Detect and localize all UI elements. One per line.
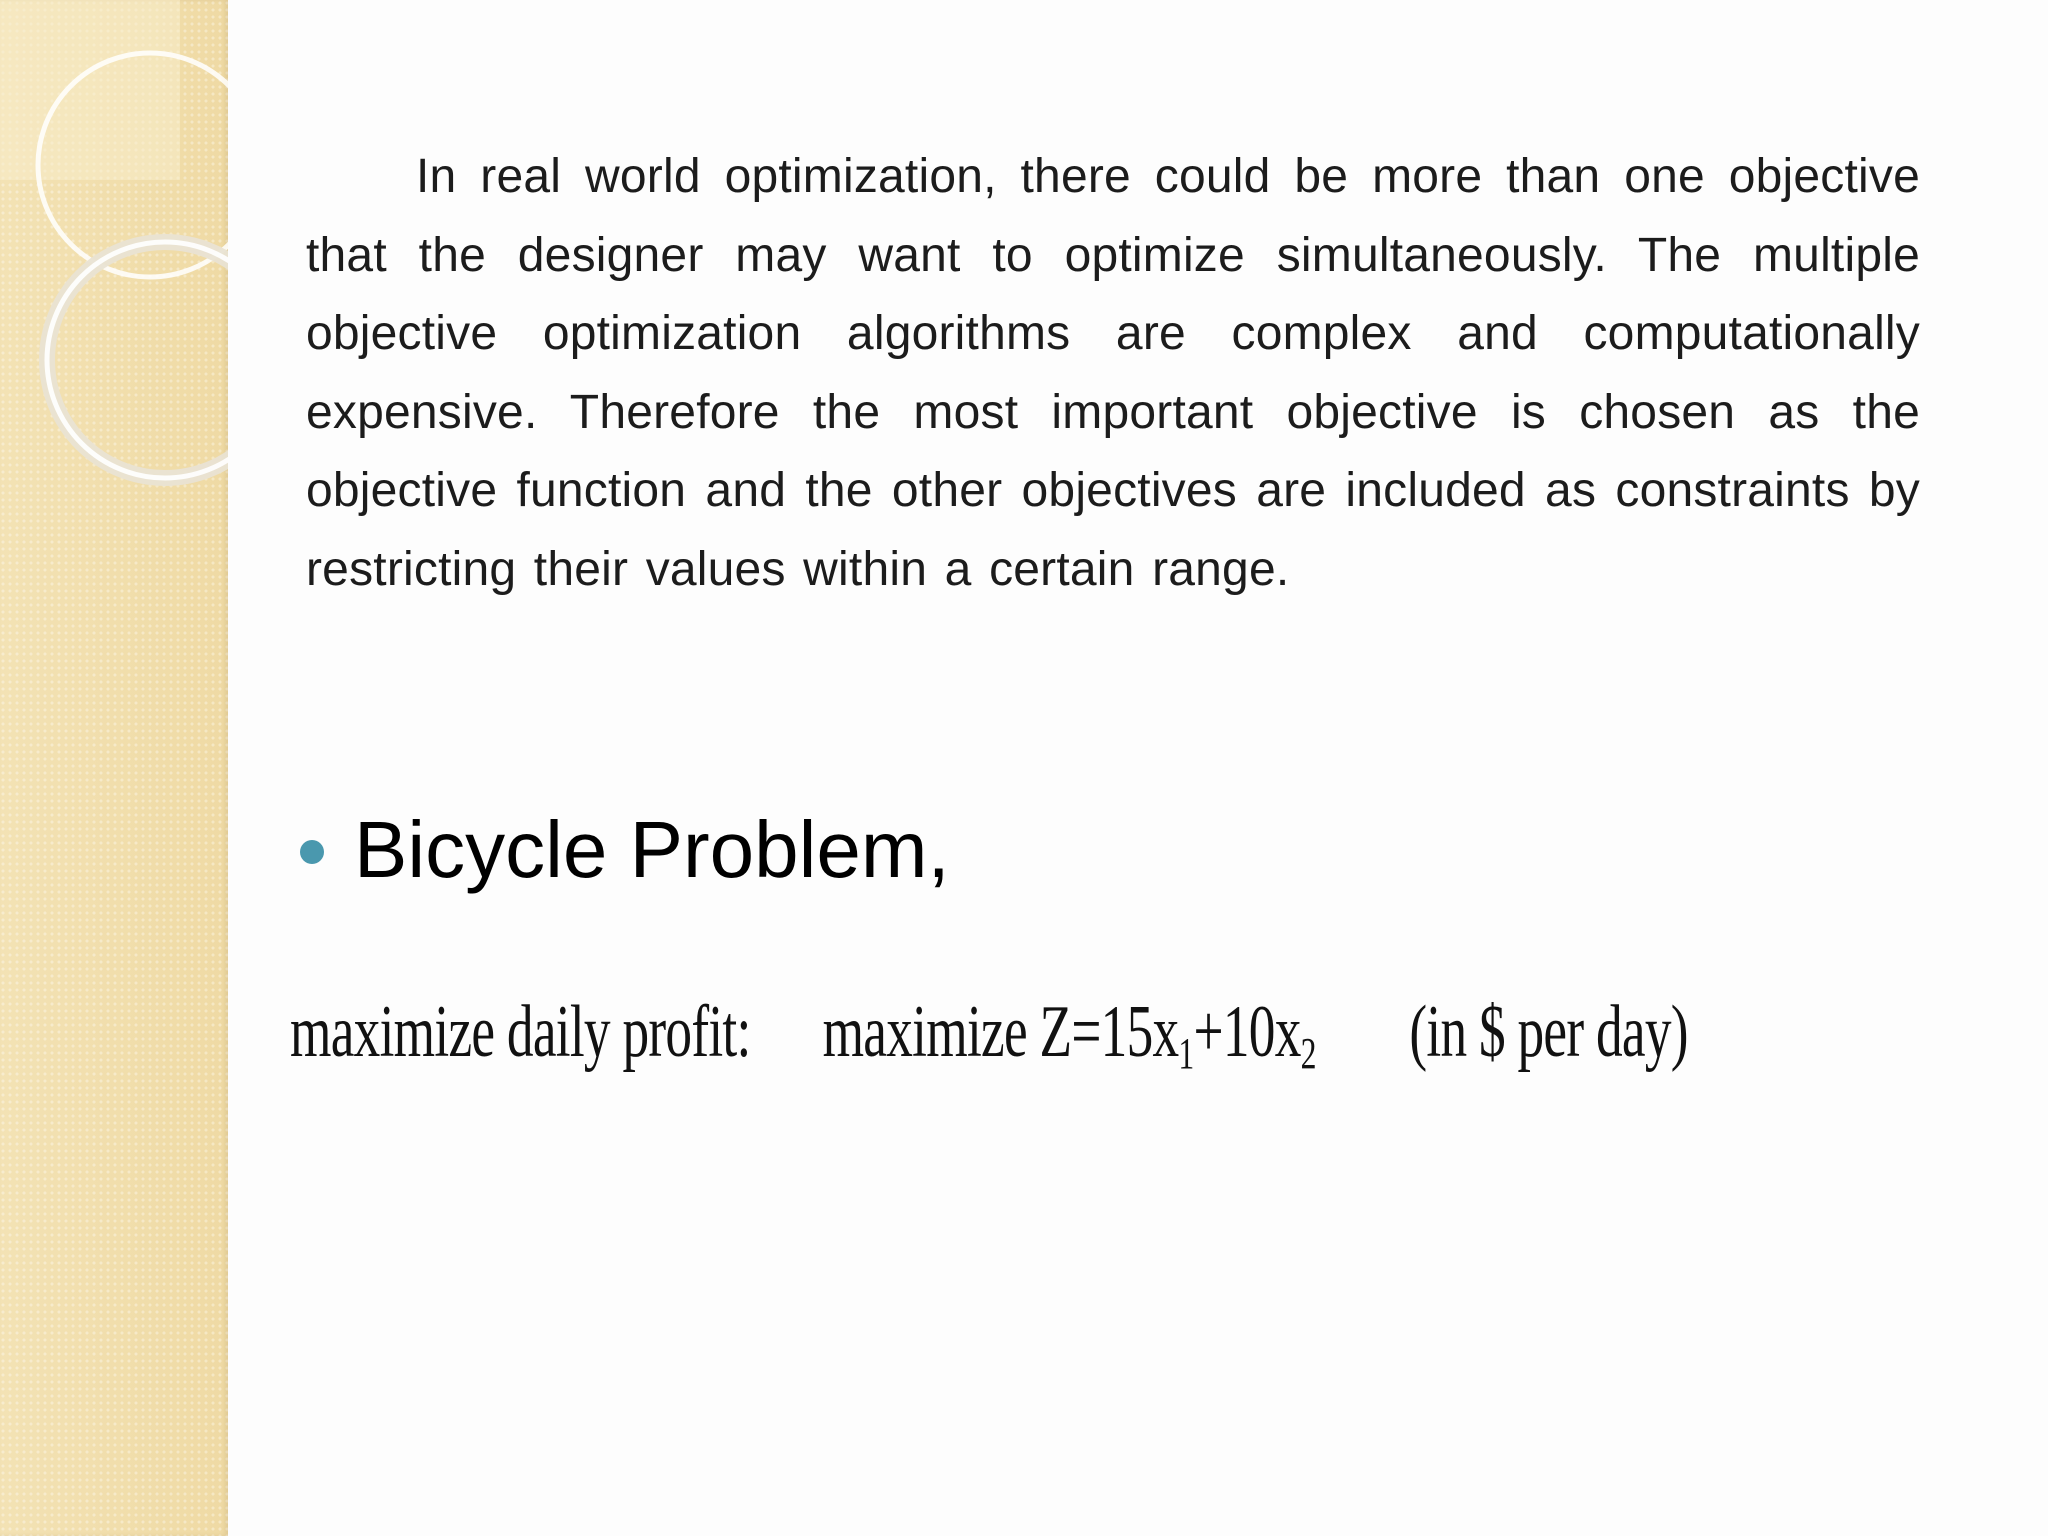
body-paragraph [306,138,1920,609]
objective-formula [290,990,1688,1090]
formula-unit: (in $ per day) [1409,991,1688,1073]
paragraph-text: In real world optimization, there could be more than one objective that the designer may want to optimize simultaneously. The multiple objective optimization algorithms are complex and computationally expensive. Therefore the most important objective is chosen as the objective function and the other objectives are included as constraints by restricting their values within a certain range. [306,150,1920,596]
formula-expression-mid: +10x [1193,991,1301,1073]
bullet-text: Bicycle Problem, [354,805,950,894]
formula-label: maximize daily profit: [290,991,751,1073]
bullet-item [300,800,950,900]
bullet-dot-icon [300,840,324,864]
formula-subscript-1: 1 [1178,1029,1194,1078]
decorative-side-band [0,0,228,1536]
decorative-rings [0,0,228,520]
formula-subscript-2: 2 [1300,1029,1316,1078]
formula-expression-prefix: maximize Z=15x [822,991,1179,1073]
formula-expression [823,990,1316,1079]
